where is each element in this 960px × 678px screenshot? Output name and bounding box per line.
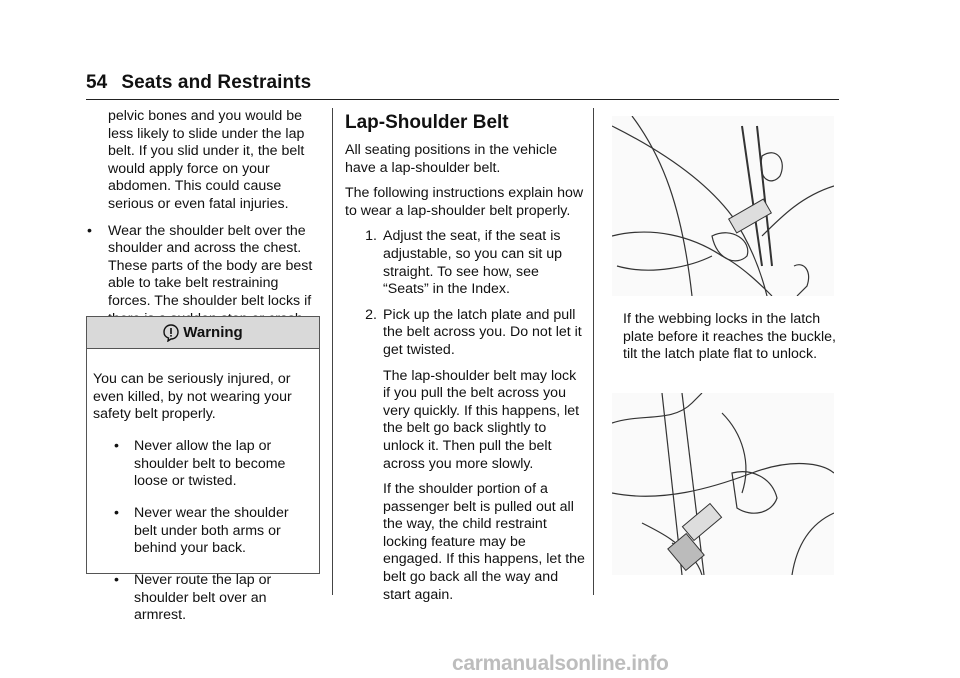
paragraph: All seating positions in the vehicle have a lap-shoulder belt. [345, 142, 558, 176]
step-number: 1. [365, 228, 377, 245]
warning-item-text: Never route the lap or shoulder belt over an armrest. [134, 572, 272, 624]
warning-box [86, 316, 320, 624]
header-rule [86, 99, 839, 100]
column-middle [345, 112, 585, 612]
bullet-mark: • [87, 222, 92, 239]
warning-header [87, 317, 319, 349]
figure-caption: If the webbing locks in the latch plate before it reaches the buckle, tilt the latch plate flat to unlock. [623, 311, 836, 363]
step-item [345, 228, 585, 298]
bullet-mark: • [114, 572, 119, 589]
paragraph-continued: pelvic bones and you would be less likely to slide under the lap belt. If you slid under it, the belt would apply force on your abdomen. This could cause serious or even fatal injuries. [108, 108, 305, 212]
step-number: 2. [365, 306, 377, 323]
step-item [345, 307, 585, 360]
warning-item [93, 438, 313, 491]
warning-title: Warning [183, 324, 243, 341]
illustration-latch-tilt [612, 393, 834, 575]
warning-item-text: Never wear the shoulder belt under both arms or behind your back. [134, 505, 289, 557]
figure-buckle [612, 393, 834, 575]
section-title: Seats and Restraints [121, 72, 312, 93]
step-text: Adjust the seat, if the seat is adjustable, so you can sit up straight. To see how, see “Seats” in the Index. [383, 228, 563, 298]
warning-icon [163, 324, 179, 342]
step-note: If the shoulder portion of a passenger belt is pulled out all the way, the child restraint locking feature may be engaged. If this happens, let the belt go back all the way and start again. [383, 481, 585, 603]
watermark: carmanualsonline.info [452, 652, 669, 675]
column-divider-2 [593, 108, 594, 595]
column-left [86, 108, 321, 328]
bullet-mark: • [114, 438, 119, 455]
illustration-belt-buckling [612, 116, 834, 296]
bullet-mark: • [114, 505, 119, 522]
page-header [86, 72, 311, 94]
paragraph: The following instructions explain how to wear a lap-shoulder belt properly. [345, 185, 584, 219]
step-note: The lap-shoulder belt may lock if you pull the belt across you very quickly. If this happens, let the belt go back slightly to unlock it. Then pull the belt across you more slowly. [383, 367, 580, 472]
warning-intro: You can be seriously injured, or even killed, by not wearing your safety belt properly. [93, 371, 292, 423]
step-text: Pick up the latch plate and pull the belt across you. Do not let it get twisted. [383, 306, 582, 358]
subsection-title: Lap-Shoulder Belt [345, 112, 509, 133]
warning-item-text: Never allow the lap or shoulder belt to become loose or twisted. [134, 438, 286, 490]
figure-latch-plate [612, 116, 834, 296]
page-number: 54 [86, 72, 108, 93]
warning-body [87, 349, 319, 625]
warning-item [93, 505, 313, 558]
column-divider-1 [332, 108, 333, 595]
bullet-text: Wear the shoulder belt over the shoulder and across the chest. These parts of the body are best able to take belt restraining forces. The shoulder belt locks if [108, 222, 313, 309]
warning-item [93, 572, 313, 625]
bullet-item [86, 223, 321, 329]
